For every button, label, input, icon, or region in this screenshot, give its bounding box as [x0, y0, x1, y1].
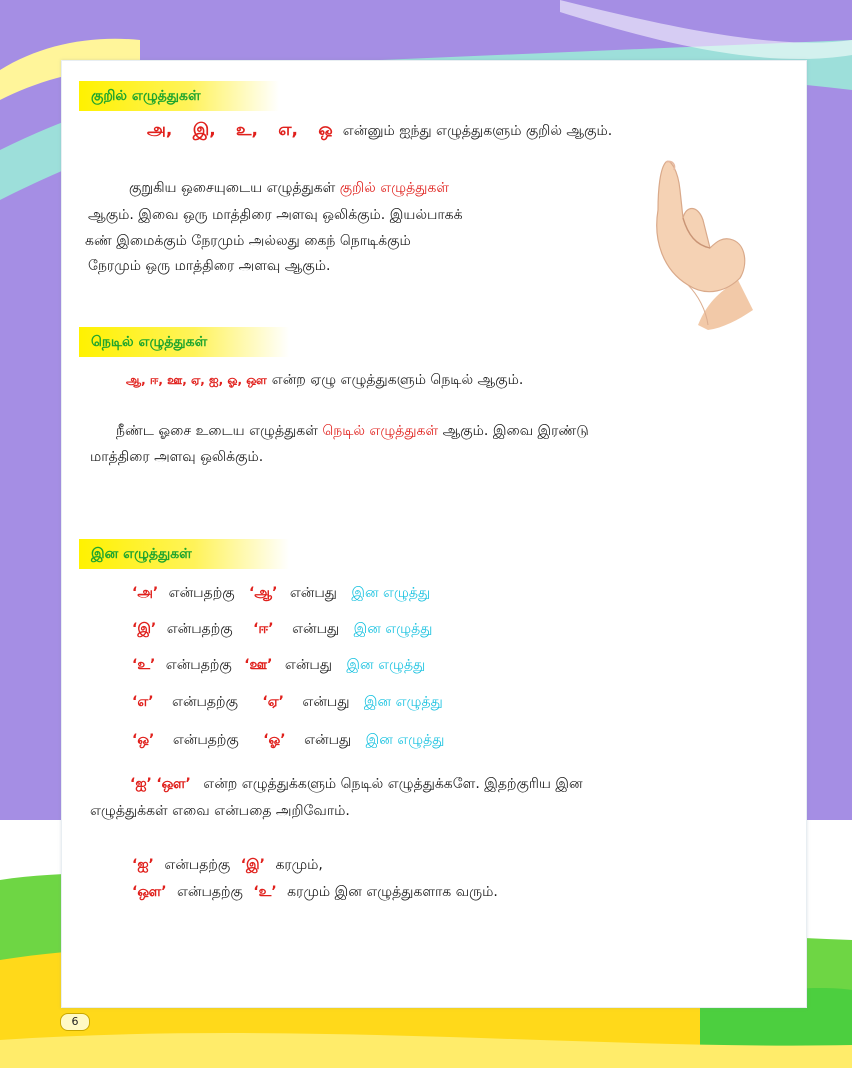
ina-label: இன எழுத்து — [351, 585, 431, 601]
hand-snap-icon — [628, 150, 768, 330]
enbathu-word: என்பது — [289, 585, 337, 601]
ina-pair-row — [132, 732, 444, 750]
ina-pair-row — [132, 585, 430, 603]
enbatharku-word: என்பதற்கு — [164, 857, 231, 873]
kuril-para-line1 — [129, 180, 449, 198]
kuril-para-start: குறுகிய ஒசையுடைய எழுத்துகள் — [129, 180, 336, 196]
kuril-para-line3: கண் இமைக்கும் நேரமும் அல்லது கைந் நொடிக்கும் — [85, 233, 411, 249]
enbatharku-word: என்பதற்கு — [172, 694, 238, 710]
au-letter: ‘ஔ’ — [132, 884, 167, 900]
enbatharku-word: என்பதற்கு — [168, 585, 235, 601]
long-letter: ‘ஓ’ — [263, 732, 286, 748]
kuril-para-highlight: குறில் எழுத்துகள் — [339, 180, 449, 196]
ina-heading: இன எழுத்துகள் — [79, 539, 289, 569]
enbatharku-word: என்பதற்கு — [176, 884, 243, 900]
nedil-para-end: ஆகும். இவை இரண்டு — [442, 423, 589, 439]
long-letter: ‘ஈ’ — [253, 621, 274, 637]
ina-rule-line1 — [132, 857, 323, 875]
ina-pair-row — [132, 694, 443, 712]
kuril-letter: ஒ — [318, 120, 333, 140]
enbatharku-word: என்பதற்கு — [166, 621, 233, 637]
enbatharku-word: என்பதற்கு — [165, 657, 232, 673]
nedil-letters: ஆ, ஈ, ஊ, ஏ, ஐ, ஓ, ஔ — [126, 373, 267, 387]
ina-note-line1 — [130, 776, 583, 794]
kuril-letter: எ, — [278, 120, 299, 140]
nedil-para-highlight: நெடில் எழுத்துகள் — [322, 423, 439, 439]
kuril-letter: உ, — [236, 120, 258, 140]
kuril-letter: இ, — [192, 120, 216, 140]
ina-pair-row — [132, 657, 425, 675]
i-letter: ‘இ’ — [240, 857, 265, 873]
ina-note-rest: என்ற எழுத்துக்களும் நெடில் எழுத்துக்களே. இதற்குரிய இன — [203, 776, 583, 792]
nedil-para-line2: மாத்திரை அளவு ஒலிக்கும். — [90, 449, 264, 465]
ai-letter: ‘ஐ’ — [130, 776, 152, 792]
kuril-letter: அ, — [147, 120, 173, 140]
ai-letter: ‘ஐ’ — [132, 857, 154, 873]
nedil-letters-suffix: என்ற ஏழு எழுத்துகளும் நெடில் ஆகும். — [271, 372, 524, 388]
rule-end: கரமும் இன எழுத்துகளாக வரும். — [287, 884, 498, 900]
u-letter: ‘உ’ — [253, 884, 277, 900]
au-letter: ‘ஔ’ — [156, 776, 191, 792]
page-number: 6 — [60, 1013, 90, 1031]
kuril-para-line2: ஆகும். இவை ஒரு மாத்திரை அளவு ஒலிக்கும். இயல்பாகக் — [88, 207, 463, 223]
short-letter: ‘ஒ’ — [132, 732, 155, 748]
enbatharku-word: என்பதற்கு — [172, 732, 239, 748]
rule-end: கரமும், — [275, 857, 323, 873]
short-letter: ‘அ’ — [132, 585, 159, 601]
enbathu-word: என்பது — [302, 694, 350, 710]
nedil-letters-line — [126, 369, 523, 390]
short-letter: ‘எ’ — [132, 694, 154, 710]
kuril-letters-line — [147, 120, 612, 142]
long-letter: ‘ஆ’ — [249, 585, 278, 601]
enbathu-word: என்பது — [284, 657, 332, 673]
ina-label: இன எழுத்து — [363, 694, 443, 710]
short-letter: ‘இ’ — [132, 621, 157, 637]
short-letter: ‘உ’ — [132, 657, 156, 673]
enbathu-word: என்பது — [304, 732, 352, 748]
ina-label: இன எழுத்து — [365, 732, 445, 748]
ina-pair-row — [132, 621, 432, 639]
nedil-para-start: நீண்ட ஓசை உடைய எழுத்துகள் — [116, 423, 318, 439]
long-letter: ‘ஊ’ — [244, 657, 273, 673]
ina-label: இன எழுத்து — [346, 657, 426, 673]
nedil-para-line1 — [116, 423, 589, 441]
ina-note-line2: எழுத்துக்கள் எவை என்பதை அறிவோம். — [90, 803, 350, 819]
ina-rule-line2 — [132, 884, 498, 902]
enbathu-word: என்பது — [292, 621, 340, 637]
long-letter: ‘ஏ’ — [262, 694, 284, 710]
kuril-heading: குறில் எழுத்துகள் — [79, 81, 279, 111]
kuril-para-line4: நேரமும் ஒரு மாத்திரை அளவு ஆகும். — [88, 258, 331, 274]
kuril-letters-suffix: என்னும் ஐந்து எழுத்துகளும் குறில் ஆகும். — [342, 123, 613, 139]
nedil-heading: நெடில் எழுத்துகள் — [79, 327, 289, 357]
ina-label: இன எழுத்து — [353, 621, 433, 637]
